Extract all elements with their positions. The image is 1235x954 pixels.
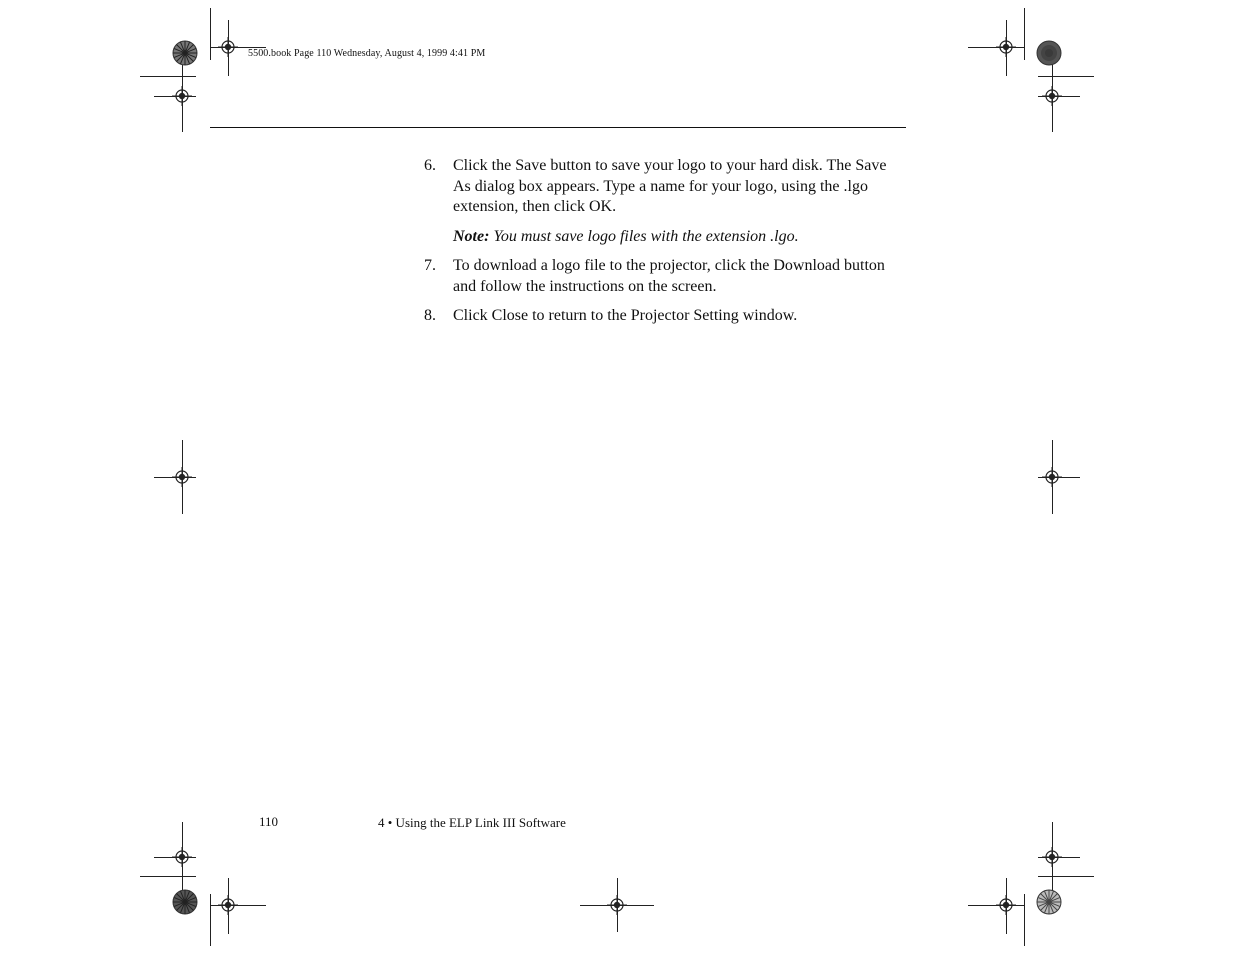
list-item xyxy=(424,306,900,327)
note-text: You must save logo files with the extension .lgo. xyxy=(489,227,799,245)
registration-target-icon xyxy=(1042,86,1062,106)
radial-color-bar-icon xyxy=(1036,40,1062,66)
step-text: Click Close to return to the Projector Setting window. xyxy=(453,307,798,324)
registration-target-icon xyxy=(172,467,192,487)
note xyxy=(424,227,900,248)
radial-color-bar-icon xyxy=(172,40,198,66)
chapter-footer: 4 • Using the ELP Link III Software xyxy=(378,815,566,830)
registration-target-icon xyxy=(218,37,238,57)
registration-target-icon xyxy=(218,895,238,915)
registration-target-icon xyxy=(996,895,1016,915)
crop-line xyxy=(1024,894,1025,946)
registration-target-icon xyxy=(996,37,1016,57)
step-text: To download a logo file to the projector, click the Download button and follow the instructions on the screen. xyxy=(453,257,885,295)
step-number: 7. xyxy=(424,257,436,274)
crop-line xyxy=(140,76,196,77)
registration-target-icon xyxy=(172,86,192,106)
header-rule xyxy=(210,127,906,128)
step-number: 6. xyxy=(424,157,436,174)
crop-line xyxy=(1038,876,1094,877)
note-label: Note: xyxy=(453,227,490,245)
crop-line xyxy=(1038,76,1094,77)
print-slug: 5500.book Page 110 Wednesday, August 4, 1999 4:41 PM xyxy=(248,48,486,59)
crop-line xyxy=(140,876,196,877)
radial-color-bar-icon xyxy=(1036,889,1062,915)
crop-line xyxy=(210,894,211,946)
step-number: 8. xyxy=(424,307,436,324)
step-list xyxy=(424,156,900,336)
list-item xyxy=(424,256,900,297)
registration-target-icon xyxy=(1042,467,1062,487)
step-text: Click the Save button to save your logo to your hard disk. The Save As dialog box appears. Type a name for your logo, using the .lgo extension, then click OK. xyxy=(453,157,887,215)
crop-line xyxy=(1024,8,1025,60)
list-item xyxy=(424,156,900,218)
radial-color-bar-icon xyxy=(172,889,198,915)
registration-target-icon xyxy=(607,895,627,915)
page-number: 110 xyxy=(259,814,279,829)
registration-target-icon xyxy=(1042,847,1062,867)
crop-line xyxy=(210,8,211,60)
registration-target-icon xyxy=(172,847,192,867)
